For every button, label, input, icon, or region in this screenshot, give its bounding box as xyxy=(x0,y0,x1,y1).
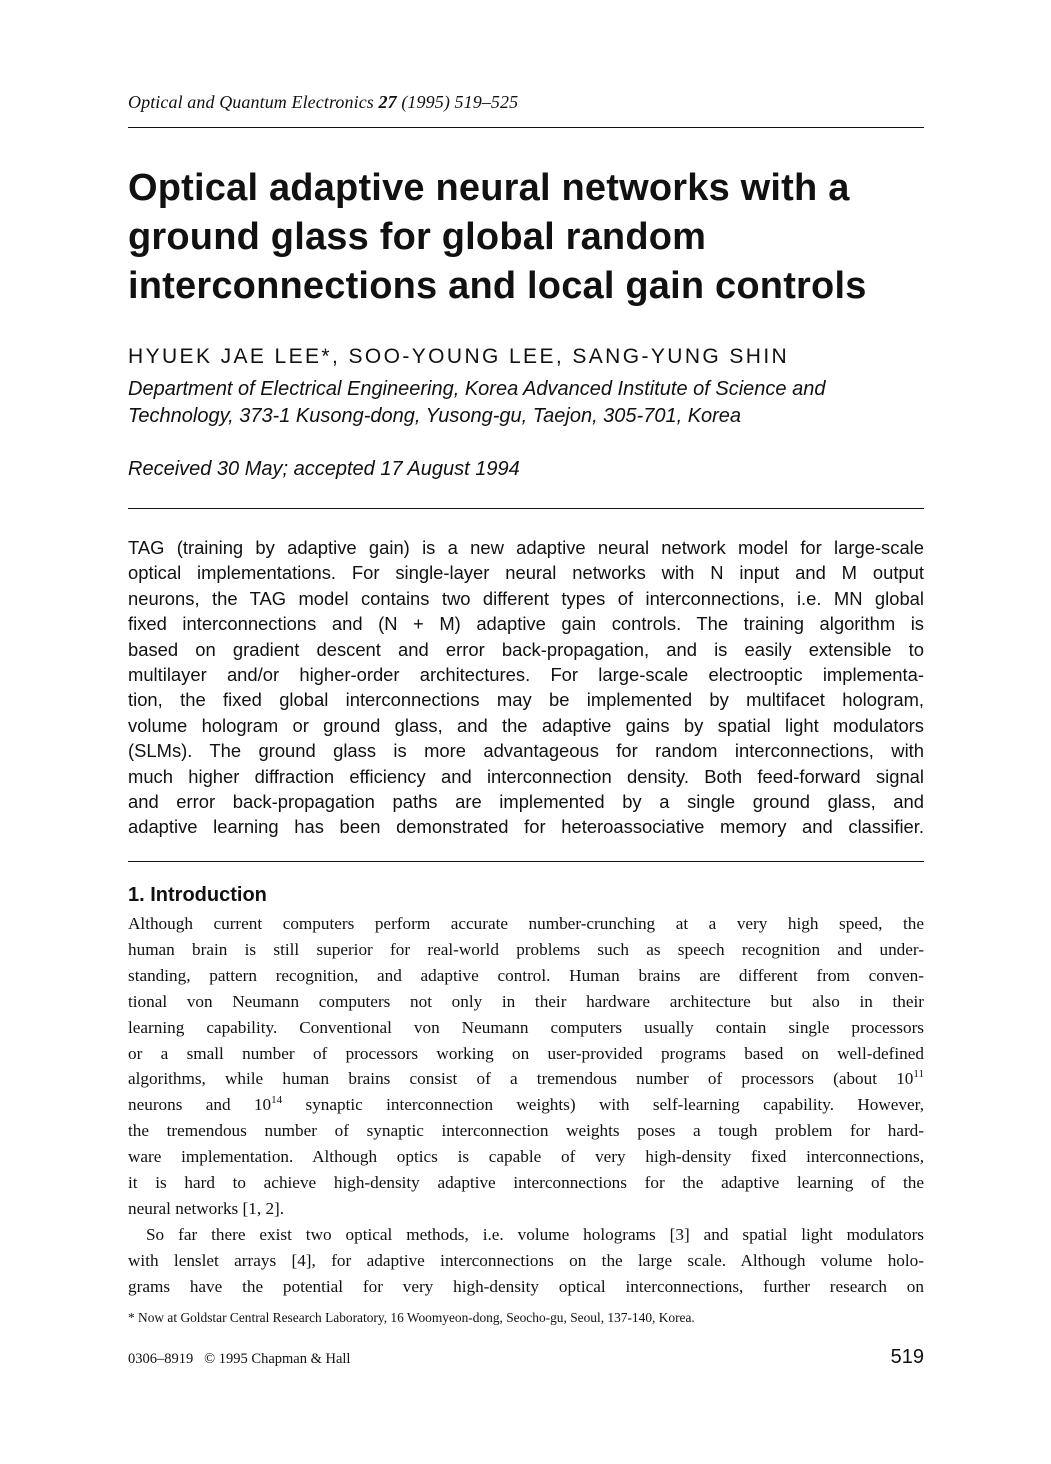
affiliation xyxy=(128,376,938,430)
abstract-line: volume hologram or ground glass, and the adaptive gains by spatial light modulators xyxy=(128,714,924,736)
abstract-line: neurons, the TAG model contains two different types of interconnections, i.e. MN global xyxy=(128,587,924,609)
journal-volume: 27 xyxy=(378,92,397,112)
issn-copyright xyxy=(128,1351,350,1368)
copyright: © 1995 Chapman & Hall xyxy=(204,1351,351,1367)
body-line: learning capability. Conventional von Neumann computers usually contain single processors xyxy=(128,1017,924,1037)
body-text: algorithms, while human brains consist of a tremendous number of processors (about 10 xyxy=(128,1069,914,1089)
body-line: tional von Neumann computers not only in their hardware architecture but also in their xyxy=(128,991,924,1011)
abstract-bottom-rule xyxy=(128,861,924,862)
received-date: Received 30 May; accepted 17 August 1994 xyxy=(128,458,520,480)
affiliation-line: Technology, 373-1 Kusong-dong, Yusong-gu, Taejon, 305-701, Korea xyxy=(128,405,742,427)
footnote: * Now at Goldstar Central Research Laboratory, 16 Woomyeon-dong, Seocho-gu, Seoul, 137-140, Korea. xyxy=(128,1310,695,1325)
body-line: with lenslet arrays [4], for adaptive interconnections on the large scale. Although volume holo- xyxy=(128,1250,924,1270)
abstract-line: based on gradient descent and error back-propagation, and is easily extensible to xyxy=(128,638,924,660)
body-text: synaptic interconnection weights) with self-learning capability. However, xyxy=(305,1095,924,1115)
author-list: HYUEK JAE LEE*, SOO-YOUNG LEE, SANG-YUNG SHIN xyxy=(128,345,790,368)
abstract-line: TAG (training by adaptive gain) is a new adaptive neural network model for large-scale xyxy=(128,537,924,558)
body-line-with-exponent xyxy=(128,1092,924,1118)
abstract-line: much higher diffraction efficiency and interconnection density. Both feed-forward signal xyxy=(128,765,924,787)
body-line: So far there exist two optical methods, i.e. volume holograms [3] and spatial light modulators xyxy=(146,1224,924,1244)
body-line: human brain is still superior for real-world problems such as speech recognition and under- xyxy=(128,939,924,959)
body-line-with-exponent xyxy=(128,1066,924,1092)
body-line: ware implementation. Although optics is capable of very high-density fixed interconnections, xyxy=(128,1147,924,1167)
introduction-body xyxy=(128,911,924,1300)
header-rule xyxy=(128,127,924,128)
body-line: standing, pattern recognition, and adaptive control. Human brains are different from conven- xyxy=(128,965,924,985)
abstract-line: and error back-propagation paths are implemented by a single ground glass, and xyxy=(128,791,924,813)
journal-header xyxy=(128,92,518,113)
abstract-line: (SLMs). The ground glass is more advantageous for random interconnections, with xyxy=(128,740,924,762)
body-text: neurons and 10 xyxy=(128,1095,272,1115)
body-line: neural networks [1, 2]. xyxy=(128,1198,285,1218)
body-line: it is hard to achieve high-density adaptive interconnections for the adaptive learning of the xyxy=(128,1173,924,1193)
section-heading: 1. Introduction xyxy=(128,884,267,906)
title-line: Optical adaptive neural networks with a xyxy=(128,167,850,209)
exponent-neurons: 11 xyxy=(913,1068,924,1081)
abstract-line: multilayer and/or higher-order architectures. For large-scale electrooptic implementa- xyxy=(128,664,924,686)
journal-name: Optical and Quantum Electronics xyxy=(128,92,374,112)
title-line: interconnections and local gain controls xyxy=(128,265,867,307)
exponent-weights: 14 xyxy=(271,1094,283,1107)
abstract-line: optical implementations. For single-layer neural networks with N input and M output xyxy=(128,562,924,584)
body-line: grams have the potential for very high-density optical interconnections, further research on xyxy=(128,1276,924,1296)
abstract-line: fixed interconnections and (N + M) adaptive gain controls. The training algorithm is xyxy=(128,613,924,635)
page-number: 519 xyxy=(890,1346,924,1368)
abstract-line: tion, the fixed global interconnections may be implemented by multifacet hologram, xyxy=(128,689,924,711)
body-line: or a small number of processors working on user-provided programs based on well-defined xyxy=(128,1043,924,1063)
issn: 0306–8919 xyxy=(128,1351,194,1367)
abstract-top-rule xyxy=(128,508,924,509)
title-line: ground glass for global random xyxy=(128,216,707,258)
journal-year-pages: (1995) 519–525 xyxy=(401,92,519,112)
body-line: the tremendous number of synaptic interconnection weights poses a tough problem for hard- xyxy=(128,1121,924,1141)
abstract xyxy=(128,535,924,840)
affiliation-line: Department of Electrical Engineering, Korea Advanced Institute of Science and xyxy=(128,378,826,400)
body-line: Although current computers perform accurate number-crunching at a very high speed, the xyxy=(128,914,924,933)
paper-title xyxy=(128,164,928,311)
abstract-line: adaptive learning has been demonstrated for heteroassociative memory and classifier. xyxy=(128,816,924,838)
